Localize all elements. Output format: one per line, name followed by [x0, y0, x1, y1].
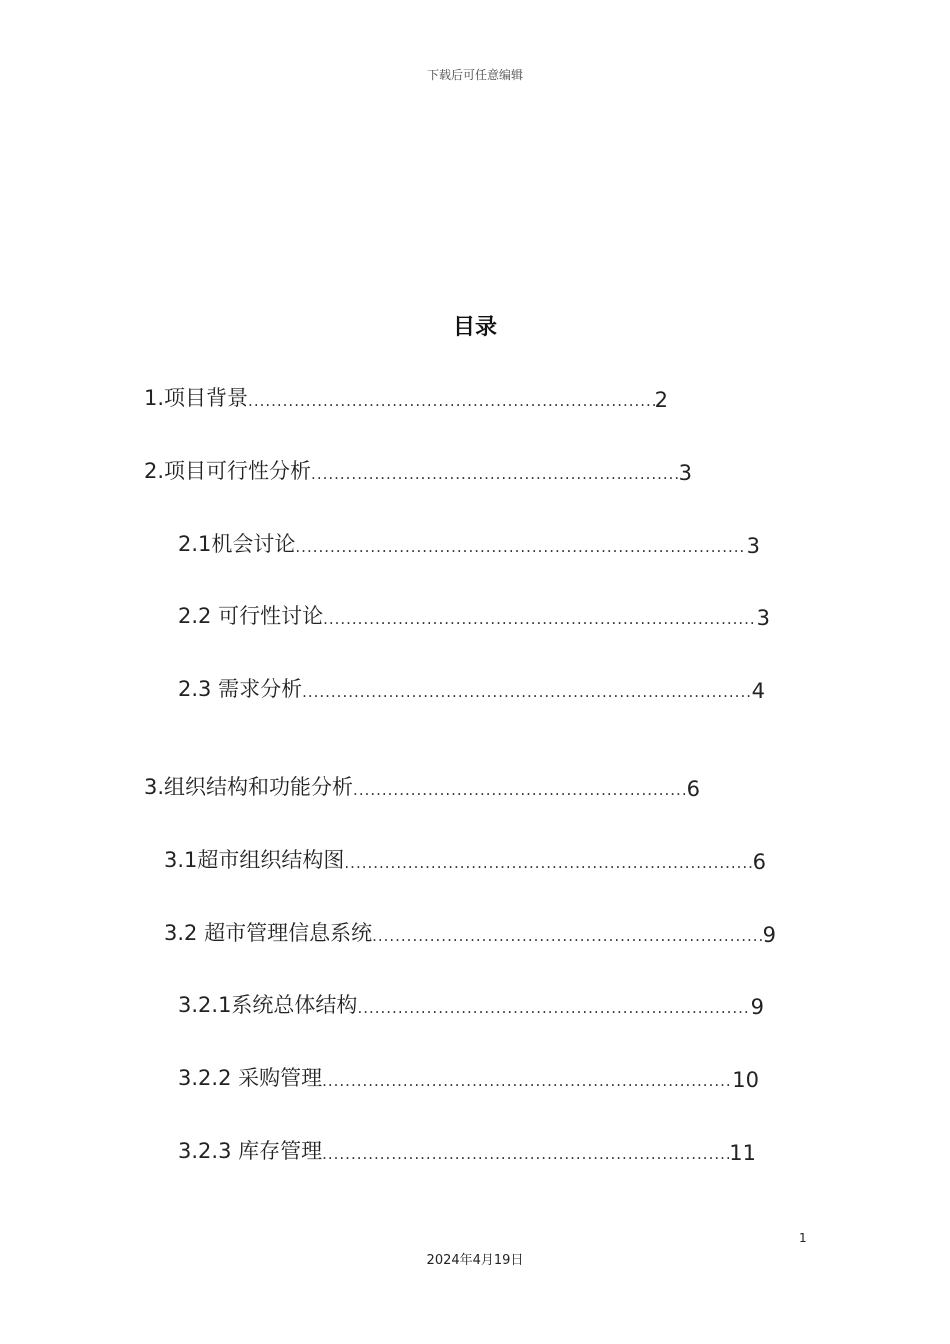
- toc-entry-page: 2: [654, 388, 668, 412]
- toc-entry[interactable]: [164, 844, 766, 874]
- toc-entry-label: 1.项目背景: [144, 386, 249, 410]
- toc-leader: [322, 1070, 732, 1092]
- page-number: 1: [799, 1231, 807, 1245]
- toc-entry-page: 3: [678, 461, 692, 485]
- toc-entry-page: 6: [752, 850, 766, 874]
- toc-entry-page: 4: [751, 679, 765, 703]
- toc-title: 目录: [452, 315, 497, 340]
- toc-entry-page: 9: [762, 923, 776, 947]
- toc-leader: [302, 681, 752, 703]
- toc-entry-page: 10: [732, 1068, 759, 1092]
- toc-entry[interactable]: [178, 1062, 759, 1092]
- toc-entry-page: 3: [746, 534, 760, 558]
- toc-leader: [295, 536, 746, 558]
- toc-entry-label: 3.2 超市管理信息系统: [164, 921, 373, 945]
- toc-leader: [322, 1143, 729, 1165]
- toc-entry-label: 3.2.2 采购管理: [178, 1066, 323, 1090]
- toc-entry[interactable]: [178, 600, 770, 630]
- toc-entry-label: 2.2 可行性讨论: [178, 604, 324, 628]
- toc-leader: [311, 463, 679, 485]
- footer-date: 2024年4月19日: [426, 1253, 524, 1268]
- toc-leader: [353, 779, 687, 801]
- toc-entry-page: 11: [729, 1141, 756, 1165]
- toc-entry-label: 2.3 需求分析: [178, 677, 303, 701]
- toc-entry-label: 2.项目可行性分析: [144, 459, 312, 483]
- toc-entry-label: 3.1超市组织结构图: [164, 848, 345, 872]
- toc-entry[interactable]: [178, 1135, 756, 1165]
- toc-entry-page: 6: [686, 777, 700, 801]
- toc-leader: [248, 390, 655, 412]
- toc-leader: [323, 608, 757, 630]
- header-note: 下载后可任意编辑: [426, 68, 523, 82]
- toc-leader: [344, 852, 752, 874]
- toc-entry[interactable]: [178, 989, 764, 1019]
- toc-entry[interactable]: [144, 771, 700, 801]
- toc-entry[interactable]: [178, 673, 765, 703]
- toc-leader: [357, 997, 750, 1019]
- toc-entry-page: 3: [756, 606, 770, 630]
- toc-entry-label: 3.2.3 库存管理: [178, 1139, 323, 1163]
- toc-entry-label: 3.2.1系统总体结构: [178, 993, 358, 1017]
- toc-entry[interactable]: [144, 455, 692, 485]
- toc-entry[interactable]: [164, 917, 776, 947]
- toc-leader: [372, 925, 763, 947]
- toc-entry[interactable]: [144, 382, 668, 412]
- toc-entry-page: 9: [750, 995, 764, 1019]
- toc-entry-label: 3.组织结构和功能分析: [144, 775, 354, 799]
- toc-entry-label: 2.1机会讨论: [178, 532, 296, 556]
- toc-entry[interactable]: [178, 528, 760, 558]
